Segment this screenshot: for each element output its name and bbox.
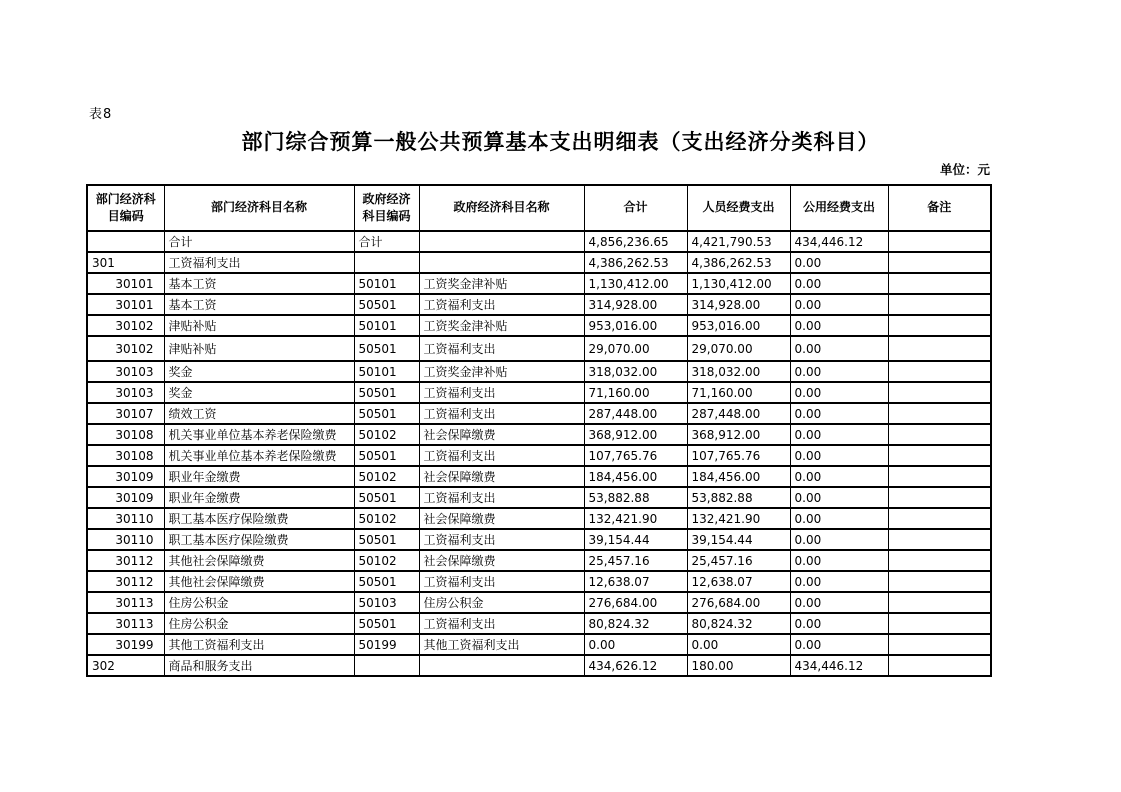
gov-code-cell: 50199 — [354, 634, 419, 655]
dept-name-cell: 其他社会保障缴费 — [164, 571, 354, 592]
total-cell: 107,765.76 — [584, 445, 687, 466]
dept-name-cell: 职工基本医疗保险缴费 — [164, 529, 354, 550]
dept-code-cell: 30199 — [87, 634, 164, 655]
gov-name-cell — [419, 231, 584, 252]
table-row — [87, 382, 991, 403]
public-expense-cell: 0.00 — [790, 592, 888, 613]
total-cell: 314,928.00 — [584, 294, 687, 315]
gov-name-cell: 工资福利支出 — [419, 529, 584, 550]
table-row — [87, 294, 991, 315]
gov-code-cell: 50102 — [354, 466, 419, 487]
gov-name-cell: 工资福利支出 — [419, 403, 584, 424]
table-body — [87, 231, 991, 676]
dept-name-cell: 职业年金缴费 — [164, 466, 354, 487]
gov-name-cell: 工资奖金津补贴 — [419, 273, 584, 294]
remark-cell — [888, 336, 991, 361]
public-expense-cell: 0.00 — [790, 571, 888, 592]
header-row — [87, 185, 991, 231]
gov-code-cell: 50501 — [354, 445, 419, 466]
remark-cell — [888, 613, 991, 634]
table-row — [87, 315, 991, 336]
remark-cell — [888, 487, 991, 508]
personnel-expense-cell: 71,160.00 — [687, 382, 790, 403]
gov-name-cell — [419, 252, 584, 273]
public-expense-cell: 0.00 — [790, 252, 888, 273]
header-dept-code: 部门经济科目编码 — [87, 185, 164, 231]
total-cell: 25,457.16 — [584, 550, 687, 571]
gov-code-cell: 50103 — [354, 592, 419, 613]
header-total: 合计 — [584, 185, 687, 231]
dept-code-cell: 302 — [87, 655, 164, 676]
remark-cell — [888, 466, 991, 487]
gov-name-cell: 社会保障缴费 — [419, 550, 584, 571]
personnel-expense-cell: 314,928.00 — [687, 294, 790, 315]
table-row — [87, 613, 991, 634]
remark-cell — [888, 529, 991, 550]
table-row — [87, 361, 991, 382]
total-cell: 29,070.00 — [584, 336, 687, 361]
remark-cell — [888, 508, 991, 529]
remark-cell — [888, 294, 991, 315]
public-expense-cell: 0.00 — [790, 294, 888, 315]
dept-name-cell: 基本工资 — [164, 273, 354, 294]
header-personnel-expense: 人员经费支出 — [687, 185, 790, 231]
total-cell: 368,912.00 — [584, 424, 687, 445]
total-cell: 434,626.12 — [584, 655, 687, 676]
page-title: 部门综合预算一般公共预算基本支出明细表（支出经济分类科目） — [241, 130, 880, 154]
gov-code-cell: 50101 — [354, 273, 419, 294]
personnel-expense-cell: 318,032.00 — [687, 361, 790, 382]
gov-code-cell: 50102 — [354, 508, 419, 529]
remark-cell — [888, 315, 991, 336]
table-row — [87, 231, 991, 252]
remark-cell — [888, 252, 991, 273]
dept-name-cell: 津贴补贴 — [164, 315, 354, 336]
dept-code-cell: 30102 — [87, 336, 164, 361]
remark-cell — [888, 550, 991, 571]
personnel-expense-cell: 4,421,790.53 — [687, 231, 790, 252]
header-dept-name: 部门经济科目名称 — [164, 185, 354, 231]
table-row — [87, 508, 991, 529]
personnel-expense-cell: 132,421.90 — [687, 508, 790, 529]
table-row — [87, 571, 991, 592]
public-expense-cell: 0.00 — [790, 273, 888, 294]
gov-name-cell: 社会保障缴费 — [419, 424, 584, 445]
table-row — [87, 592, 991, 613]
remark-cell — [888, 655, 991, 676]
dept-code-cell: 30103 — [87, 361, 164, 382]
personnel-expense-cell: 287,448.00 — [687, 403, 790, 424]
total-cell: 276,684.00 — [584, 592, 687, 613]
dept-code-cell — [87, 231, 164, 252]
gov-code-cell — [354, 655, 419, 676]
personnel-expense-cell: 180.00 — [687, 655, 790, 676]
table-row — [87, 424, 991, 445]
dept-name-cell: 商品和服务支出 — [164, 655, 354, 676]
total-cell: 132,421.90 — [584, 508, 687, 529]
public-expense-cell: 0.00 — [790, 382, 888, 403]
remark-cell — [888, 273, 991, 294]
public-expense-cell: 0.00 — [790, 445, 888, 466]
public-expense-cell: 0.00 — [790, 361, 888, 382]
personnel-expense-cell: 12,638.07 — [687, 571, 790, 592]
total-cell: 53,882.88 — [584, 487, 687, 508]
personnel-expense-cell: 953,016.00 — [687, 315, 790, 336]
personnel-expense-cell: 25,457.16 — [687, 550, 790, 571]
table-row — [87, 487, 991, 508]
public-expense-cell: 0.00 — [790, 550, 888, 571]
unit-label: 单位：元 — [939, 162, 990, 177]
dept-code-cell: 30113 — [87, 592, 164, 613]
table-row — [87, 403, 991, 424]
dept-name-cell: 基本工资 — [164, 294, 354, 315]
total-cell: 80,824.32 — [584, 613, 687, 634]
gov-name-cell: 工资福利支出 — [419, 487, 584, 508]
dept-code-cell: 30103 — [87, 382, 164, 403]
gov-code-cell: 50501 — [354, 613, 419, 634]
table-header — [87, 185, 991, 231]
table-row — [87, 550, 991, 571]
gov-code-cell: 50501 — [354, 529, 419, 550]
gov-code-cell: 50501 — [354, 571, 419, 592]
gov-name-cell: 工资福利支出 — [419, 382, 584, 403]
gov-name-cell: 工资福利支出 — [419, 445, 584, 466]
remark-cell — [888, 231, 991, 252]
dept-code-cell: 30109 — [87, 466, 164, 487]
public-expense-cell: 0.00 — [790, 613, 888, 634]
gov-code-cell: 50501 — [354, 294, 419, 315]
gov-code-cell: 50501 — [354, 403, 419, 424]
remark-cell — [888, 403, 991, 424]
dept-name-cell: 奖金 — [164, 361, 354, 382]
dept-name-cell: 职业年金缴费 — [164, 487, 354, 508]
remark-cell — [888, 382, 991, 403]
gov-code-cell: 50102 — [354, 424, 419, 445]
table-row — [87, 655, 991, 676]
personnel-expense-cell: 80,824.32 — [687, 613, 790, 634]
header-remark: 备注 — [888, 185, 991, 231]
table-row — [87, 252, 991, 273]
dept-code-cell: 30110 — [87, 529, 164, 550]
gov-code-cell: 50501 — [354, 487, 419, 508]
personnel-expense-cell: 39,154.44 — [687, 529, 790, 550]
dept-code-cell: 30108 — [87, 424, 164, 445]
personnel-expense-cell: 184,456.00 — [687, 466, 790, 487]
dept-name-cell: 其他工资福利支出 — [164, 634, 354, 655]
public-expense-cell: 0.00 — [790, 487, 888, 508]
dept-name-cell: 职工基本医疗保险缴费 — [164, 508, 354, 529]
table-row — [87, 634, 991, 655]
dept-code-cell: 30113 — [87, 613, 164, 634]
dept-code-cell: 30112 — [87, 571, 164, 592]
gov-name-cell — [419, 655, 584, 676]
remark-cell — [888, 361, 991, 382]
total-cell: 0.00 — [584, 634, 687, 655]
dept-name-cell: 机关事业单位基本养老保险缴费 — [164, 424, 354, 445]
total-cell: 1,130,412.00 — [584, 273, 687, 294]
public-expense-cell: 434,446.12 — [790, 655, 888, 676]
gov-name-cell: 工资奖金津补贴 — [419, 361, 584, 382]
total-cell: 12,638.07 — [584, 571, 687, 592]
remark-cell — [888, 445, 991, 466]
budget-table — [86, 184, 992, 677]
public-expense-cell: 434,446.12 — [790, 231, 888, 252]
total-cell: 39,154.44 — [584, 529, 687, 550]
gov-name-cell: 工资奖金津补贴 — [419, 315, 584, 336]
gov-name-cell: 工资福利支出 — [419, 613, 584, 634]
public-expense-cell: 0.00 — [790, 529, 888, 550]
personnel-expense-cell: 53,882.88 — [687, 487, 790, 508]
remark-cell — [888, 571, 991, 592]
gov-code-cell: 50501 — [354, 336, 419, 361]
gov-name-cell: 社会保障缴费 — [419, 466, 584, 487]
table-row — [87, 529, 991, 550]
gov-name-cell: 工资福利支出 — [419, 294, 584, 315]
gov-name-cell: 工资福利支出 — [419, 336, 584, 361]
personnel-expense-cell: 368,912.00 — [687, 424, 790, 445]
header-gov-name: 政府经济科目名称 — [419, 185, 584, 231]
dept-code-cell: 30101 — [87, 294, 164, 315]
table-row — [87, 445, 991, 466]
personnel-expense-cell: 29,070.00 — [687, 336, 790, 361]
dept-name-cell: 住房公积金 — [164, 613, 354, 634]
total-cell: 71,160.00 — [584, 382, 687, 403]
public-expense-cell: 0.00 — [790, 424, 888, 445]
dept-code-cell: 30112 — [87, 550, 164, 571]
gov-name-cell: 住房公积金 — [419, 592, 584, 613]
header-gov-code: 政府经济科目编码 — [354, 185, 419, 231]
remark-cell — [888, 592, 991, 613]
table-row — [87, 336, 991, 361]
dept-name-cell: 奖金 — [164, 382, 354, 403]
gov-code-cell: 50101 — [354, 315, 419, 336]
dept-code-cell: 30102 — [87, 315, 164, 336]
personnel-expense-cell: 107,765.76 — [687, 445, 790, 466]
table-row — [87, 466, 991, 487]
gov-code-cell: 合计 — [354, 231, 419, 252]
table-row — [87, 273, 991, 294]
total-cell: 4,856,236.65 — [584, 231, 687, 252]
public-expense-cell: 0.00 — [790, 508, 888, 529]
dept-code-cell: 30110 — [87, 508, 164, 529]
gov-name-cell: 社会保障缴费 — [419, 508, 584, 529]
public-expense-cell: 0.00 — [790, 315, 888, 336]
gov-code-cell: 50501 — [354, 382, 419, 403]
dept-code-cell: 301 — [87, 252, 164, 273]
dept-name-cell: 津贴补贴 — [164, 336, 354, 361]
dept-code-cell: 30109 — [87, 487, 164, 508]
gov-code-cell — [354, 252, 419, 273]
dept-code-cell: 30107 — [87, 403, 164, 424]
remark-cell — [888, 424, 991, 445]
dept-name-cell: 其他社会保障缴费 — [164, 550, 354, 571]
dept-name-cell: 绩效工资 — [164, 403, 354, 424]
header-public-expense: 公用经费支出 — [790, 185, 888, 231]
total-cell: 318,032.00 — [584, 361, 687, 382]
dept-name-cell: 合计 — [164, 231, 354, 252]
total-cell: 953,016.00 — [584, 315, 687, 336]
dept-name-cell: 工资福利支出 — [164, 252, 354, 273]
gov-code-cell: 50102 — [354, 550, 419, 571]
remark-cell — [888, 634, 991, 655]
public-expense-cell: 0.00 — [790, 403, 888, 424]
personnel-expense-cell: 4,386,262.53 — [687, 252, 790, 273]
table-number-label: 表8 — [89, 107, 113, 122]
gov-name-cell: 工资福利支出 — [419, 571, 584, 592]
dept-code-cell: 30108 — [87, 445, 164, 466]
personnel-expense-cell: 276,684.00 — [687, 592, 790, 613]
total-cell: 4,386,262.53 — [584, 252, 687, 273]
public-expense-cell: 0.00 — [790, 634, 888, 655]
personnel-expense-cell: 1,130,412.00 — [687, 273, 790, 294]
public-expense-cell: 0.00 — [790, 336, 888, 361]
public-expense-cell: 0.00 — [790, 466, 888, 487]
dept-code-cell: 30101 — [87, 273, 164, 294]
total-cell: 287,448.00 — [584, 403, 687, 424]
personnel-expense-cell: 0.00 — [687, 634, 790, 655]
gov-code-cell: 50101 — [354, 361, 419, 382]
total-cell: 184,456.00 — [584, 466, 687, 487]
gov-name-cell: 其他工资福利支出 — [419, 634, 584, 655]
dept-name-cell: 机关事业单位基本养老保险缴费 — [164, 445, 354, 466]
dept-name-cell: 住房公积金 — [164, 592, 354, 613]
